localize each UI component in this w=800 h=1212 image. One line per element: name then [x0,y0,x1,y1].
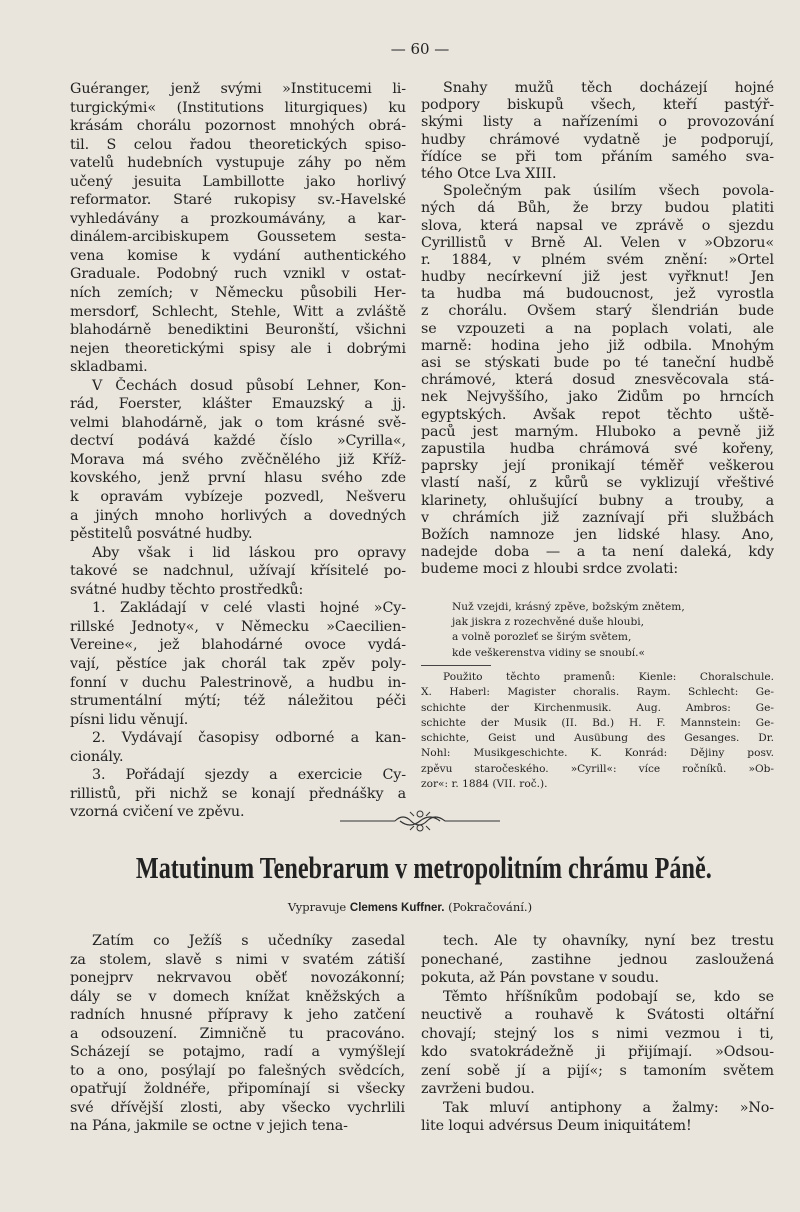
text-line: marně: hodina jeho již odbila. Mnohým [421,337,774,354]
text-line: chrámové, která dosud znesvěcovala stá- [421,372,774,389]
text-line: písni lidu věnují. [70,711,189,728]
text-line: 1. Zakládají v celé vlasti hojné »Cy- [92,600,406,617]
text-line: slova, která napsal ve zprávě o sjezdu [421,217,774,234]
text-line: mersdorf, Schlecht, Stehle, Witt a zvláště [70,303,406,320]
text-line: Cyrillistů v Brně Al. Velen v »Obzoru« [421,234,774,251]
text-line: to a ono, posýlají po falešných svědcích, [70,1062,405,1079]
text-line: rád, Foerster, klášter Emauzský a jj. [70,396,406,413]
text-line: lite loqui advérsus Deum iniquitátem! [421,1118,692,1135]
text-line: pokuta, až Pán povstane v soudu. [421,970,659,987]
text-line: a odsouzení. Zimničně tu pracováno. [70,1025,405,1042]
text-line: své dřívější zlosti, aby všecko vychrlili [70,1099,405,1116]
text-line: V Čechách dosud působí Lehner, Kon- [92,377,406,394]
text-line: Božích namnoze jen lidské hlasy. Ano, [421,526,774,543]
text-line: za stolem, slavě s nimi v svatém zátiší [70,951,405,968]
text-line: X. Haberl: Magister choralis. Raym. Schlecht: Ge- [421,686,774,699]
text-line: Vereine«, jež blahodárné ovoce vydá- [70,637,406,654]
text-line: podpory biskupů všech, kteří pastýř- [421,97,774,114]
text-line: budeme moci z hloubi srdce zvolati: [421,561,679,578]
text-line: dály se v domech knížat kněžských a [70,988,405,1005]
text-line: blahodárně benediktini Beuronští, všichni [70,322,406,339]
text-line: zor«: r. 1884 (VII. roč.). [421,778,548,791]
text-line: zavrženi budou. [421,1081,535,1098]
text-line: vatelů hudebních vystupuje záhy po něm [70,155,406,172]
text-line: Tak mluví antiphony a žalmy: »No- [443,1099,774,1116]
text-line: 2. Vydávají časopisy odborné a kan- [92,730,406,747]
text-line: tého Otce Lva XIII. [421,165,557,182]
text-line: hudby necírkevní již jest vyřknut! Jen [421,269,774,286]
text-line: kdo svatokrádežně ji přijímají. »Odsou- [421,1044,774,1061]
text-line: pěstitelů posvátné hudby. [70,526,253,543]
text-line: vyhledávány a prozkoumávány, a kar- [70,210,406,227]
byline-suffix: (Pokračování.) [448,900,533,914]
text-line: schichte, Geist und Ausübung des Gesanges. Dr. [421,732,774,745]
text-line: opatřují žoldnéře, připomínají si všecky [70,1081,405,1098]
upper-right-column [421,80,774,578]
text-line: schichte der Kirchenmusik. Aug. Ambros: Ge- [421,701,774,714]
byline [60,900,760,914]
text-line: strumentální mýtí; též náležitou péči [70,693,406,710]
text-line: svátné hudby těchto prostředků: [70,581,304,598]
text-line: rillské Jednoty«, v Německu »Caecilien- [70,618,406,635]
text-line: Použito těchto pramenů: Kienle: Choralschule. [443,671,774,683]
text-line: ta hudba má budoucnost, jež vyrostla [421,286,774,303]
poem-line: kde veškerenstva vidiny se snoubí.« [452,646,646,659]
text-line: vena komise k vydání authentického [70,247,406,264]
text-line: Morava má svého zvěčnělého již Kříž- [70,451,406,468]
author: Clemens Kuffner. [349,902,445,914]
text-line: neuctivě a rouhavě k Svátosti oltářní [421,1007,774,1024]
text-line: egyptských. Avšak repot těchto uště- [421,406,774,423]
text-line: 3. Pořádají sjezdy a exercicie Cy- [92,767,406,784]
text-line: nejen theoretickými spisy ale i dobrými [70,340,406,357]
text-line: takové se nadchnul, užívají křísitelé po- [70,563,406,580]
text-line: schichte der Musik (II. Bd.) H. F. Mannstein: Ge- [421,716,774,729]
text-line: Těmto hříšníkům podobají se, kdo se [443,988,774,1005]
text-line: ponechané, zastihne jednou zasloužená [421,951,774,968]
text-line: asi se stýskati bude po té taneční hudbě [421,355,774,371]
poem-line: jak jiskra z rozechvěné duše hloubi, [452,616,645,629]
text-line: fonní v duchu Palestrinově, a hudbu in- [70,674,406,691]
page-number: — 60 — [390,40,450,58]
text-line: vzorná cvičení ve zpěvu. [70,804,245,821]
text-line: dinálem-arcibiskupem Goussetem sesta- [70,229,406,246]
text-line: se vzpouzeti a na poplach volati, ale [421,320,774,337]
text-line: na Pána, jakmile se octne v jejich tena- [70,1118,348,1135]
text-line: zpěvu staročeského. »Cyrill«: více ročníků. »Ob- [421,762,774,775]
text-line: Scházejí se potajmo, radí a vymýšlejí [70,1044,405,1061]
footnote-rule [421,665,491,666]
text-line: kovského, jenž první hlasu svého zde [70,470,406,487]
text-line: Zatím co Ježíš s učedníky zasedal [92,933,405,949]
text-line: skladbami. [70,359,148,376]
text-line: řídíce se při tom přáním samého sva- [421,148,774,165]
article-title: Matutinum Tenebrarum v metropolitním chrámu Páně. [135,850,712,885]
text-line: zení sobě jí a pijí«; s tamoním světem [421,1062,774,1079]
decorative-scroll-ornament-icon [340,806,500,836]
text-line: ných dá Bůh, že brzy budou platiti [421,200,774,217]
text-line: hudby chrámové vydatně je podporují, [421,131,774,148]
text-line: Společným pak úsilím všech povola- [443,183,774,200]
text-line: Snahy mužů těch docházejí hojné [443,80,774,96]
text-line: z chorálu. Ovšem starý šlendrián bude [421,303,774,320]
text-line: dectví podává každé číslo »Cyrilla«, [70,433,406,450]
text-line: tech. Ale ty ohavníky, nyní bez trestu [443,933,774,949]
text-line: nadejde doba — a ta není daleká, kdy [421,544,774,561]
byline-prefix: Vypravuje [287,900,347,914]
text-line: paprsky její pronikají téměř veškerou [421,458,774,475]
text-line: turgickými« (Institutions liturgiques) ku [70,99,406,116]
lower-right-column [421,932,774,1136]
text-line: chovají; stejný los s nimi vezmou i ti, [421,1025,774,1042]
text-line: skými listy a nařízeními o provozování [421,114,774,131]
poem-quote [452,600,685,661]
footnote [421,670,774,792]
text-line: a jiných mnoho horlivých a dovedných [70,507,406,524]
text-line: rillistů, při nichž se konají přednášky a [70,785,406,802]
text-line: Nohl: Musikgeschichte. K. Konrád: Dějiny posv. [421,747,774,760]
text-line: vlastí naší, z kůrů se vyklizují vřeštivé [421,475,774,492]
text-line: vají, pěstíce jak chorál tak zpěv poly- [70,655,406,672]
upper-left-column [70,80,406,822]
text-line: reformator. Staré rukopisy sv.-Havelské [70,192,406,209]
text-line: ních zemích; v Německu působili Her- [70,285,406,302]
text-line: nek Nejvyššího, jako Židům po hrncích [421,389,774,406]
text-line: učený jesuita Lambillotte jako horlivý [70,173,406,190]
text-line: r. 1884, v plném svém znění: »Ortel [421,251,774,268]
text-line: Guéranger, jenž svými »Institucemi li- [70,81,406,97]
poem-line: Nuž vzejdi, krásný zpěve, božským znětem, [452,601,685,613]
text-line: v chrámích již zaznívají při službách [421,509,774,526]
text-line: krásám chorálu pozornost mnohých obrá- [70,118,406,135]
text-line: ponejprv nekrvavou oběť novozákonní; [70,970,405,987]
text-line: zapustila hudba chrámová své kořeny, [421,440,774,457]
text-line: til. S celou řadou theoretických spiso- [70,136,406,153]
text-line: Graduale. Podobný ruch vznikl v ostat- [70,266,406,283]
text-line: k opravám vybízeje pozvedl, Nešveru [70,489,406,506]
text-line: velmi blahodárně, jak o tom krásné svě- [70,414,406,431]
text-line: paců jest marným. Hluboko a pevně již [421,423,774,440]
poem-line: a volně porozleť se širým světem, [452,631,632,644]
text-line: cionály. [70,748,124,765]
text-line: radních hnusné přípravy k jeho zatčení [70,1007,405,1024]
text-line: klarinety, ohlušující bubny a trouby, a [421,492,774,509]
lower-left-column [70,932,405,1136]
text-line: Aby však i lid láskou pro opravy [92,544,406,561]
